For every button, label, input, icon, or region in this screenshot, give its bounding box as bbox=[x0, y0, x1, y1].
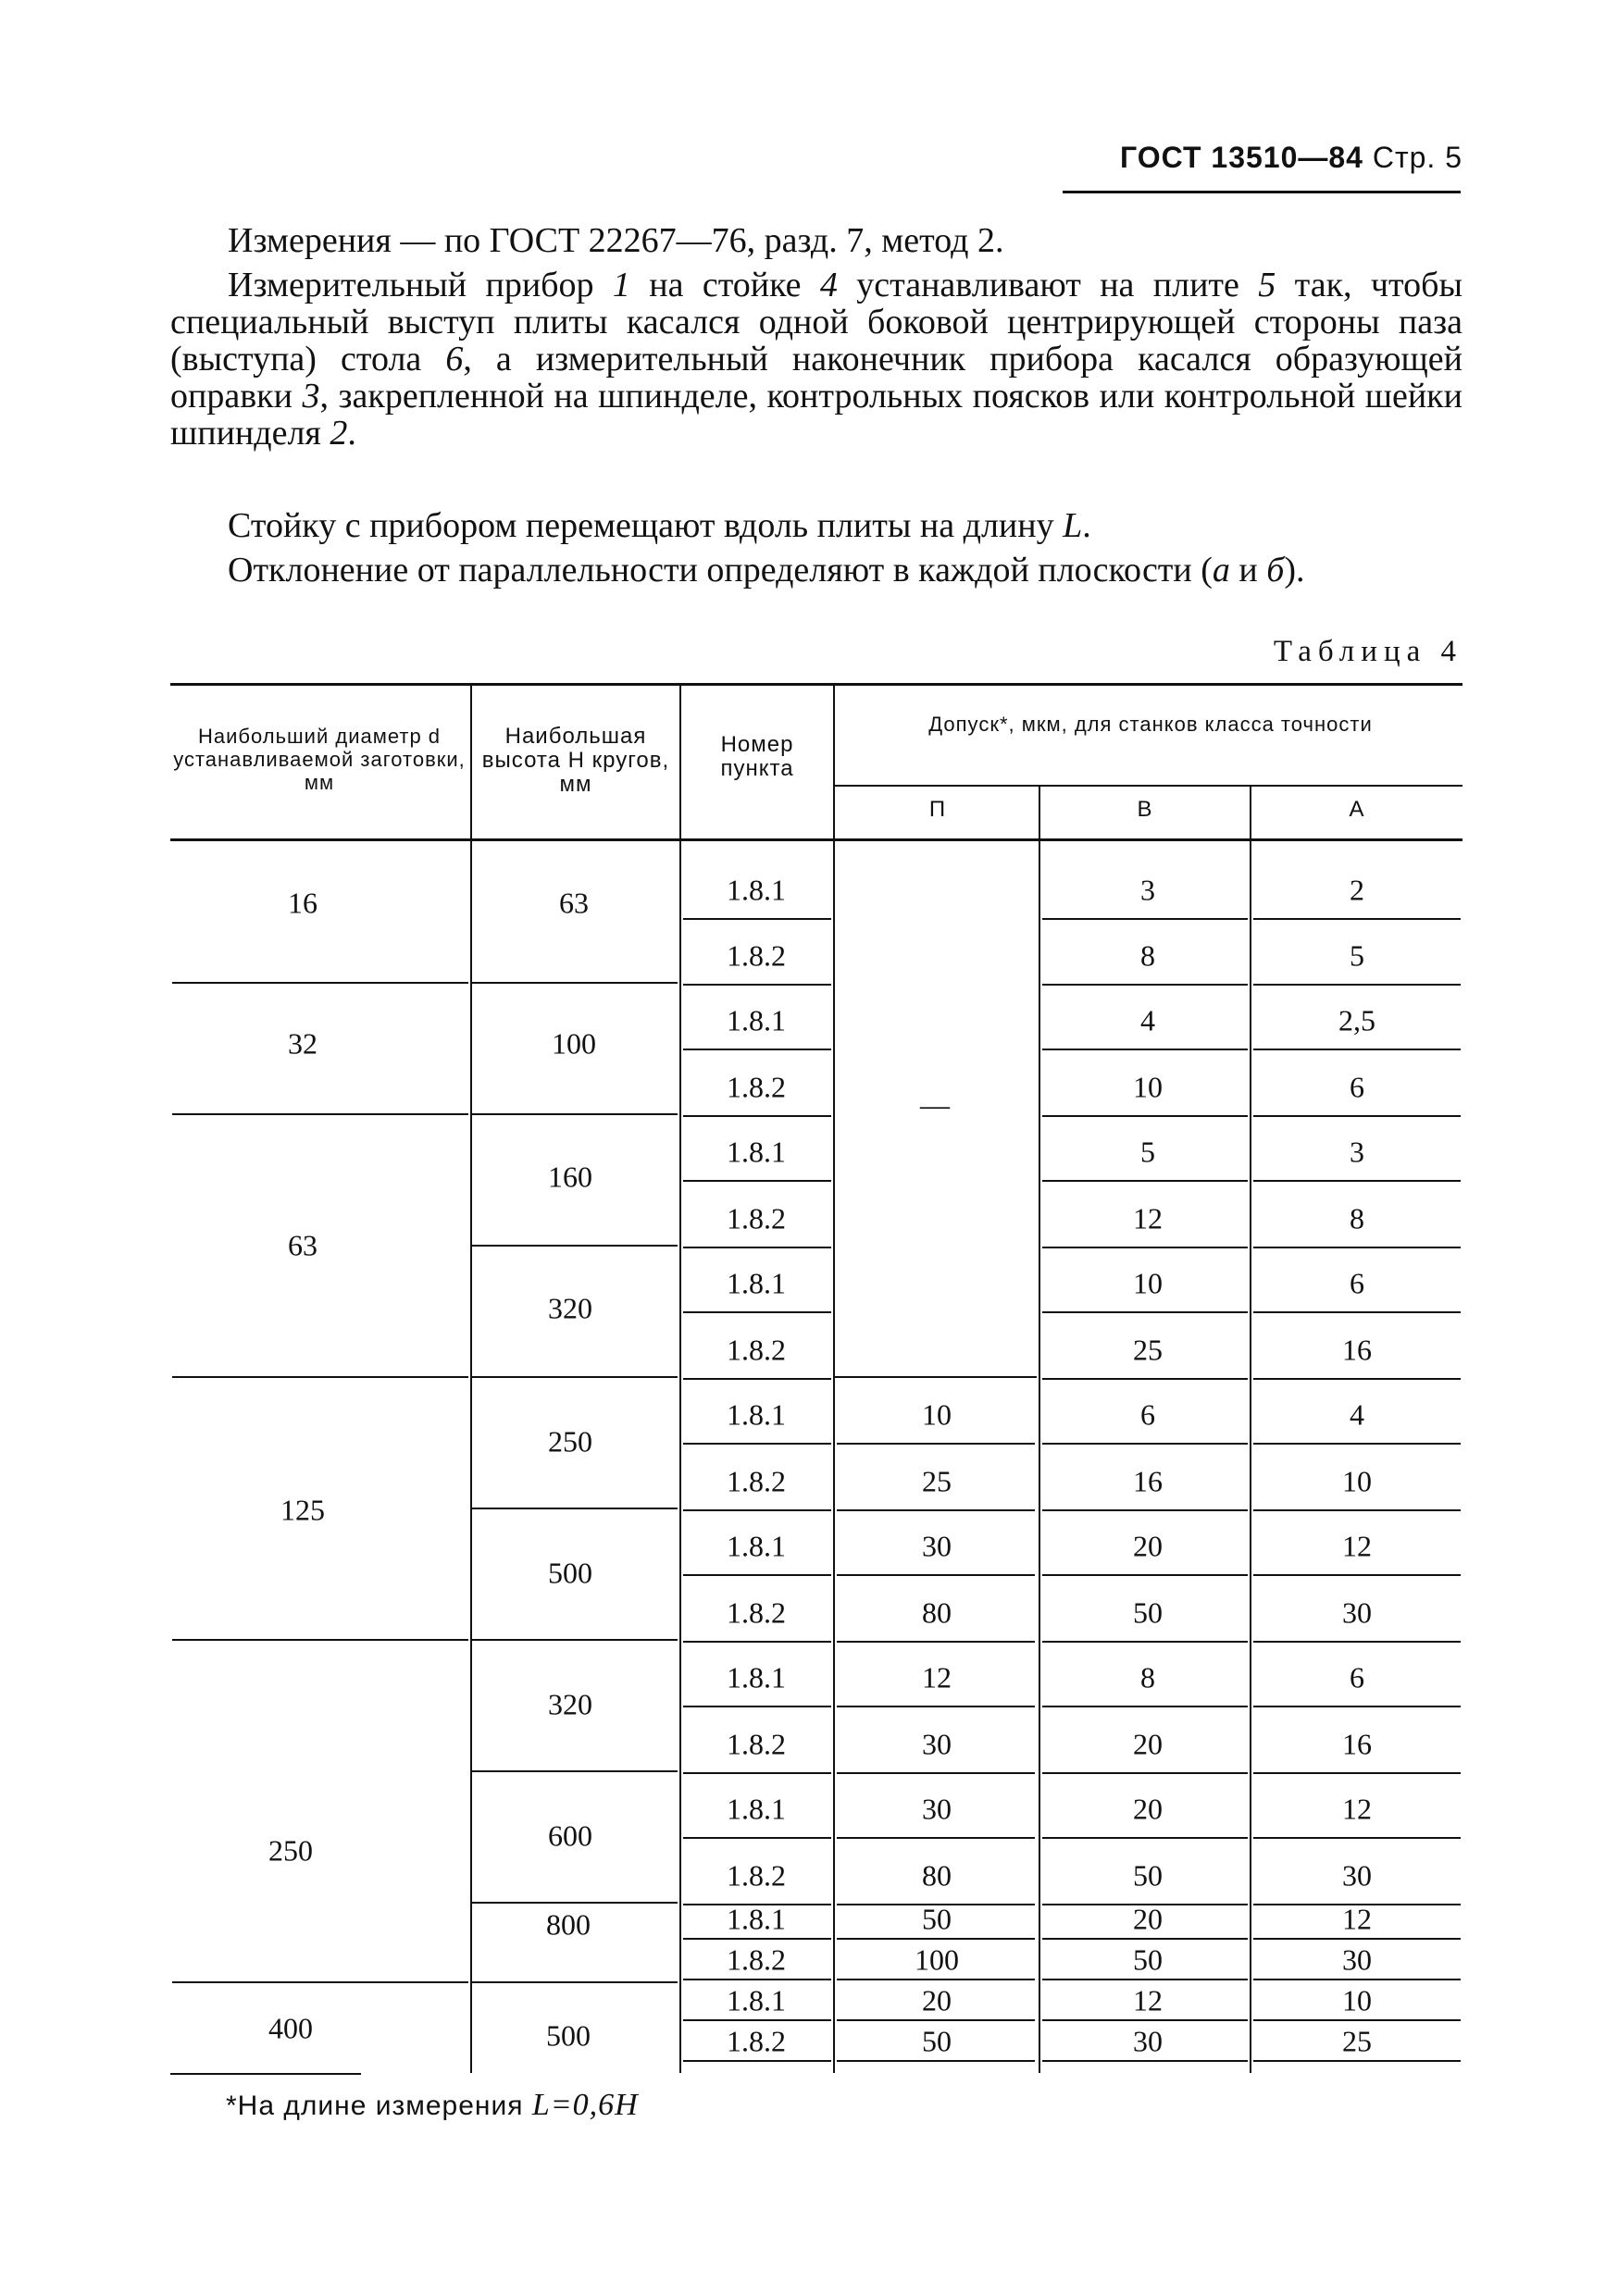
row-underline bbox=[1042, 1115, 1248, 1117]
class-p-cell: 30 bbox=[922, 1792, 952, 1826]
p2-part: так, чтобы специальный выступ плиты касался одной боковой центрирующей стороны паза (выступа) стола bbox=[170, 266, 1462, 379]
header-class-a: А bbox=[1349, 797, 1365, 822]
row-underline bbox=[1253, 2019, 1461, 2021]
class-a-cell: 12 bbox=[1342, 1529, 1372, 1563]
row-underline bbox=[683, 1706, 831, 1707]
class-v-cell: 20 bbox=[1133, 1529, 1163, 1563]
diameter-cell: 63 bbox=[288, 1228, 317, 1262]
height-cell: 600 bbox=[548, 1818, 592, 1853]
paragraph-1 bbox=[170, 222, 1462, 259]
row-underline bbox=[683, 2060, 831, 2062]
class-a-cell: 10 bbox=[1342, 1464, 1372, 1498]
class-a-cell: 30 bbox=[1342, 1858, 1372, 1893]
row-underline bbox=[683, 1311, 831, 1313]
diameter-separator bbox=[172, 982, 468, 984]
row-underline bbox=[837, 1641, 1035, 1643]
row-underline bbox=[1042, 1706, 1248, 1707]
diameter-cell: 125 bbox=[280, 1493, 325, 1527]
col-divider-2 bbox=[679, 685, 681, 2073]
row-underline bbox=[1253, 1378, 1461, 1380]
row-underline bbox=[1253, 1049, 1461, 1050]
height-separator bbox=[472, 982, 678, 984]
header-diameter: Наибольший диаметр d устанавливаемой заготовки, мм bbox=[173, 725, 466, 794]
row-underline bbox=[1042, 2019, 1248, 2021]
row-underline bbox=[683, 1443, 831, 1445]
row-underline bbox=[1253, 1837, 1461, 1839]
p2-ref: 5 bbox=[1258, 266, 1276, 304]
row-underline bbox=[1042, 1443, 1248, 1445]
row-underline bbox=[1042, 1979, 1248, 1980]
item-number-cell: 1.8.2 bbox=[727, 1201, 786, 1235]
class-p-cell: 30 bbox=[922, 1529, 952, 1563]
row-underline bbox=[683, 984, 831, 986]
row-underline bbox=[1042, 1378, 1248, 1380]
class-a-cell: 10 bbox=[1342, 1983, 1372, 2017]
col-divider-3 bbox=[833, 685, 835, 2073]
page-label: Стр. bbox=[1372, 141, 1437, 174]
item-number-cell: 1.8.2 bbox=[727, 2024, 786, 2058]
row-underline bbox=[683, 1979, 831, 1980]
class-p-cell: 10 bbox=[922, 1397, 952, 1432]
item-number-cell: 1.8.2 bbox=[727, 1464, 786, 1498]
row-underline bbox=[837, 2019, 1035, 2021]
class-v-cell: 8 bbox=[1140, 938, 1155, 973]
item-number-cell: 1.8.2 bbox=[727, 1942, 786, 1977]
class-p-cell: 50 bbox=[922, 1902, 952, 1936]
class-v-cell: 25 bbox=[1133, 1333, 1163, 1367]
height-cell: 100 bbox=[552, 1026, 596, 1061]
class-v-cell: 10 bbox=[1133, 1070, 1163, 1104]
height-separator bbox=[472, 1376, 678, 1378]
p4-var: б bbox=[1266, 551, 1285, 590]
row-underline bbox=[1253, 1938, 1461, 1940]
height-separator bbox=[472, 1770, 678, 1772]
col-divider-4 bbox=[1039, 787, 1040, 2073]
header-class-p: П bbox=[928, 797, 947, 822]
dash-block-bottom bbox=[835, 1376, 1037, 1378]
class-a-cell: 6 bbox=[1350, 1660, 1364, 1694]
row-underline bbox=[1253, 1311, 1461, 1313]
class-v-cell: 10 bbox=[1133, 1266, 1163, 1300]
class-a-cell: 5 bbox=[1350, 938, 1364, 973]
row-underline bbox=[1042, 1837, 1248, 1839]
row-underline bbox=[683, 1938, 831, 1940]
p2-ref: 2 bbox=[330, 414, 348, 453]
item-number-cell: 1.8.2 bbox=[727, 1070, 786, 1104]
row-underline bbox=[1253, 1443, 1461, 1445]
class-p-cell: 30 bbox=[922, 1727, 952, 1761]
table-top-rule bbox=[170, 683, 1462, 686]
class-a-cell: 4 bbox=[1350, 1397, 1364, 1432]
row-underline bbox=[1253, 1115, 1461, 1117]
item-number-cell: 1.8.1 bbox=[727, 1397, 786, 1432]
p2-ref: 1 bbox=[612, 266, 630, 304]
item-number-cell: 1.8.1 bbox=[727, 873, 786, 907]
height-separator bbox=[472, 1902, 678, 1904]
item-number-cell: 1.8.1 bbox=[727, 1792, 786, 1826]
row-underline bbox=[683, 1378, 831, 1380]
p4-part: Отклонение от параллельности определяют в каждой плоскости ( bbox=[228, 551, 1213, 590]
class-a-cell: 2,5 bbox=[1338, 1003, 1375, 1037]
row-underline bbox=[1253, 1574, 1461, 1576]
class-a-cell: 8 bbox=[1350, 1201, 1364, 1235]
page-number: 5 bbox=[1445, 141, 1462, 174]
row-underline bbox=[1042, 1574, 1248, 1576]
page-header bbox=[1120, 141, 1462, 175]
diameter-cell: 250 bbox=[268, 1833, 313, 1868]
p4-var: а bbox=[1212, 551, 1230, 590]
header-bottom-rule bbox=[170, 838, 1462, 841]
class-v-cell: 6 bbox=[1140, 1397, 1155, 1432]
row-underline bbox=[837, 1837, 1035, 1839]
row-underline bbox=[1253, 1180, 1461, 1182]
height-cell: 500 bbox=[548, 1556, 592, 1590]
class-v-cell: 20 bbox=[1133, 1727, 1163, 1761]
header-class-v: В bbox=[1137, 797, 1153, 822]
header-height: Наибольшая высота H кругов, мм bbox=[481, 724, 670, 797]
class-a-cell: 12 bbox=[1342, 1902, 1372, 1936]
item-number-cell: 1.8.2 bbox=[727, 1595, 786, 1630]
class-v-cell: 3 bbox=[1140, 873, 1155, 907]
class-v-cell: 50 bbox=[1133, 1595, 1163, 1630]
class-a-cell: 12 bbox=[1342, 1792, 1372, 1826]
row-underline bbox=[837, 1938, 1035, 1940]
class-a-cell: 16 bbox=[1342, 1727, 1372, 1761]
row-underline bbox=[837, 1574, 1035, 1576]
row-underline bbox=[683, 1772, 831, 1774]
class-p-cell: 20 bbox=[922, 1983, 952, 2017]
height-cell: 250 bbox=[548, 1424, 592, 1458]
row-underline bbox=[837, 1706, 1035, 1707]
class-p-cell: 25 bbox=[922, 1464, 952, 1498]
row-underline bbox=[683, 1180, 831, 1182]
class-v-cell: 20 bbox=[1133, 1792, 1163, 1826]
row-underline bbox=[1253, 1706, 1461, 1707]
row-underline bbox=[1253, 1772, 1461, 1774]
row-underline bbox=[683, 918, 831, 920]
footnote-text: *На длине измерения bbox=[226, 2091, 532, 2121]
class-a-cell: 30 bbox=[1342, 1942, 1372, 1977]
row-underline bbox=[1253, 1247, 1461, 1248]
standard-label: ГОСТ bbox=[1120, 141, 1202, 174]
p4-part: ). bbox=[1284, 551, 1305, 590]
height-cell: 320 bbox=[548, 1687, 592, 1721]
diameter-cell: 32 bbox=[288, 1026, 317, 1061]
paragraph-2 bbox=[170, 267, 1462, 452]
class-a-cell: 16 bbox=[1342, 1333, 1372, 1367]
row-underline bbox=[1042, 1180, 1248, 1182]
p2-ref: 4 bbox=[819, 266, 838, 304]
row-underline bbox=[683, 1049, 831, 1050]
class-p-cell: 12 bbox=[922, 1660, 952, 1694]
item-number-cell: 1.8.1 bbox=[727, 1266, 786, 1300]
row-underline bbox=[1042, 918, 1248, 920]
row-underline bbox=[1042, 1772, 1248, 1774]
row-underline bbox=[1042, 984, 1248, 986]
class-v-cell: 20 bbox=[1133, 1902, 1163, 1936]
row-underline bbox=[837, 2060, 1035, 2062]
class-a-cell: 6 bbox=[1350, 1266, 1364, 1300]
row-underline bbox=[683, 1509, 831, 1511]
class-a-cell: 25 bbox=[1342, 2024, 1372, 2058]
row-underline bbox=[683, 1837, 831, 1839]
class-v-cell: 8 bbox=[1140, 1660, 1155, 1694]
height-cell: 500 bbox=[546, 2018, 591, 2053]
row-underline bbox=[1253, 2060, 1461, 2062]
height-separator bbox=[472, 1981, 678, 1983]
p3-part: Стойку с прибором перемещают вдоль плиты на длину bbox=[228, 506, 1064, 545]
item-number-cell: 1.8.2 bbox=[727, 1333, 786, 1367]
p4-part: и bbox=[1229, 551, 1267, 590]
height-separator bbox=[472, 1245, 678, 1247]
height-separator bbox=[472, 1639, 678, 1641]
class-p-cell: 80 bbox=[922, 1858, 952, 1893]
diameter-separator bbox=[172, 1981, 468, 1983]
row-underline bbox=[837, 1772, 1035, 1774]
height-cell: 320 bbox=[548, 1291, 592, 1325]
height-cell: 63 bbox=[559, 886, 589, 920]
height-cell: 800 bbox=[546, 1907, 591, 1942]
row-underline bbox=[1253, 918, 1461, 920]
diameter-separator bbox=[172, 1113, 468, 1115]
height-separator bbox=[472, 1508, 678, 1509]
class-v-cell: 30 bbox=[1133, 2024, 1163, 2058]
row-underline bbox=[1042, 1311, 1248, 1313]
class-p-cell: 100 bbox=[915, 1942, 959, 1977]
class-v-cell: 50 bbox=[1133, 1942, 1163, 1977]
p3-part: . bbox=[1082, 506, 1091, 545]
diameter-cell: 16 bbox=[288, 886, 317, 920]
class-v-cell: 12 bbox=[1133, 1201, 1163, 1235]
class-v-cell: 12 bbox=[1133, 1983, 1163, 2017]
row-underline bbox=[1042, 1641, 1248, 1643]
p2-part: на стойке bbox=[629, 266, 820, 304]
table-caption: Таблица 4 bbox=[1273, 635, 1462, 668]
item-number-cell: 1.8.1 bbox=[727, 1135, 786, 1169]
diameter-separator bbox=[172, 1639, 468, 1641]
row-underline bbox=[683, 1574, 831, 1576]
row-underline bbox=[683, 1641, 831, 1643]
class-a-cell: 6 bbox=[1350, 1070, 1364, 1104]
row-underline bbox=[1042, 1509, 1248, 1511]
diameter-cell: 400 bbox=[268, 2011, 313, 2045]
p2-ref: 3 bbox=[302, 377, 320, 416]
p2-part: Измерительный прибор bbox=[228, 266, 613, 304]
row-underline bbox=[1042, 2060, 1248, 2062]
class-p-dash: — bbox=[920, 1087, 950, 1122]
row-underline bbox=[1253, 984, 1461, 986]
row-underline bbox=[1253, 1509, 1461, 1511]
header-rule bbox=[1063, 191, 1461, 193]
row-underline bbox=[837, 1443, 1035, 1445]
col-divider-1 bbox=[470, 685, 472, 2073]
footnote-formula: L=0,6H bbox=[531, 2088, 639, 2122]
col-divider-5 bbox=[1250, 787, 1251, 2073]
row-underline bbox=[1042, 1247, 1248, 1248]
row-underline bbox=[837, 1509, 1035, 1511]
class-v-cell: 5 bbox=[1140, 1135, 1155, 1169]
p2-part: , а измерительный наконечник прибора касался образующей оправки bbox=[170, 340, 1462, 416]
header-item-number: Номер пункта bbox=[720, 732, 794, 781]
paragraph-1-text: Измерения — по ГОСТ 22267—76, разд. 7, метод 2. bbox=[228, 221, 1004, 260]
paragraph-3 bbox=[170, 507, 1462, 544]
height-separator bbox=[472, 1113, 678, 1115]
class-a-cell: 2 bbox=[1350, 873, 1364, 907]
class-v-cell: 50 bbox=[1133, 1858, 1163, 1893]
diameter-separator bbox=[172, 1376, 468, 1378]
p2-part: . bbox=[347, 414, 356, 453]
row-underline bbox=[837, 1979, 1035, 1980]
class-p-cell: 50 bbox=[922, 2024, 952, 2058]
item-number-cell: 1.8.1 bbox=[727, 1902, 786, 1936]
item-number-cell: 1.8.1 bbox=[727, 1660, 786, 1694]
paragraph-4 bbox=[170, 552, 1462, 589]
row-underline bbox=[683, 2019, 831, 2021]
row-underline bbox=[1253, 1979, 1461, 1980]
standard-number: 13510—84 bbox=[1211, 141, 1363, 174]
item-number-cell: 1.8.2 bbox=[727, 1858, 786, 1893]
class-a-cell: 3 bbox=[1350, 1135, 1364, 1169]
p2-part: , закрепленной на шпинделе, контрольных поясков или контрольной шейки шпинделя bbox=[170, 377, 1462, 453]
header-tolerance-group: Допуск*, мкм, для станков класса точности bbox=[928, 713, 1373, 736]
item-number-cell: 1.8.2 bbox=[727, 938, 786, 973]
class-a-cell: 30 bbox=[1342, 1595, 1372, 1630]
row-underline bbox=[1042, 1049, 1248, 1050]
row-underline bbox=[683, 1247, 831, 1248]
item-number-cell: 1.8.2 bbox=[727, 1727, 786, 1761]
p2-part: устанавливают на плите bbox=[837, 266, 1259, 304]
class-v-cell: 16 bbox=[1133, 1464, 1163, 1498]
table-footnote bbox=[226, 2088, 639, 2123]
row-underline bbox=[1042, 1938, 1248, 1940]
row-underline bbox=[683, 1115, 831, 1117]
height-cell: 160 bbox=[548, 1160, 592, 1194]
p3-var: L bbox=[1063, 506, 1083, 545]
item-number-cell: 1.8.1 bbox=[727, 1529, 786, 1563]
item-number-cell: 1.8.1 bbox=[727, 1983, 786, 2017]
row-underline bbox=[1253, 1641, 1461, 1643]
p2-ref: 6 bbox=[445, 340, 464, 379]
class-p-cell: 80 bbox=[922, 1595, 952, 1630]
class-v-cell: 4 bbox=[1140, 1003, 1155, 1037]
table-end-rule bbox=[170, 2073, 361, 2075]
item-number-cell: 1.8.1 bbox=[727, 1003, 786, 1037]
group-header-rule bbox=[835, 785, 1462, 787]
